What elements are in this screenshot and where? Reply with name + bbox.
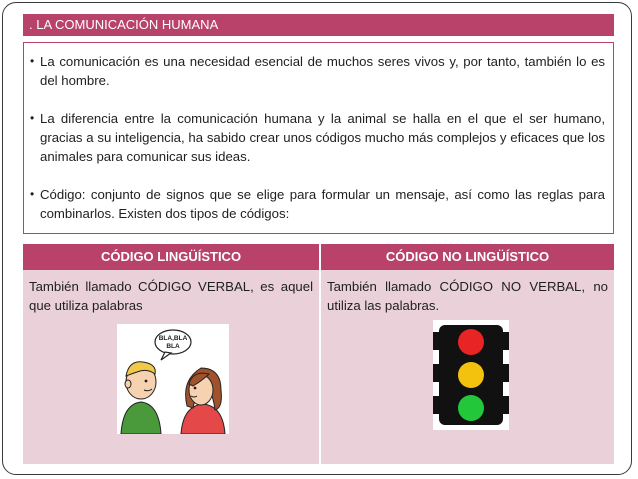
slide-title: . LA COMUNICACIÓN HUMANA [23,14,614,36]
cell-non-linguistic [321,270,614,464]
bullet-text: La diferencia entre la comunicación humana y la animal se halla en el que el ser humano, gracias a su inteligencia, ha sabido crear unos códigos mucho más complejos y eficaces que los animales para comunicar sus ideas. [40,111,605,164]
cell-linguistic-text: También llamado CÓDIGO VERBAL, es aquel que utiliza palabras [29,279,313,313]
intro-box [23,42,614,234]
people-talking-icon [117,324,229,434]
header-linguistic: CÓDIGO LINGÜÍSTICO [23,244,319,270]
header-non-linguistic: CÓDIGO NO LINGÜÍSTICO [321,244,614,270]
cell-linguistic [23,270,319,464]
code-types-table [23,244,614,464]
cell-non-linguistic-text: También llamado CÓDIGO NO VERBAL, no utiliza las palabras. [327,279,608,313]
bullet-text: La comunicación es una necesidad esencial de muchos seres vivos y, por tanto, también lo es del hombre. [40,54,605,88]
bullet-item [30,109,605,166]
bubble-line-1: BLA,BLA [158,335,188,342]
traffic-light-icon [433,320,509,430]
bullet-icon: • [30,187,35,201]
bullet-icon: • [30,111,35,125]
bubble-line-2: BLA [166,343,180,350]
bullet-icon: • [30,54,35,68]
bullet-item [30,185,605,223]
bullet-text: Código: conjunto de signos que se elige para formular un mensaje, así como las reglas para combinarlos. Existen dos tipos de códigos: [40,187,605,221]
bullet-item [30,52,605,90]
